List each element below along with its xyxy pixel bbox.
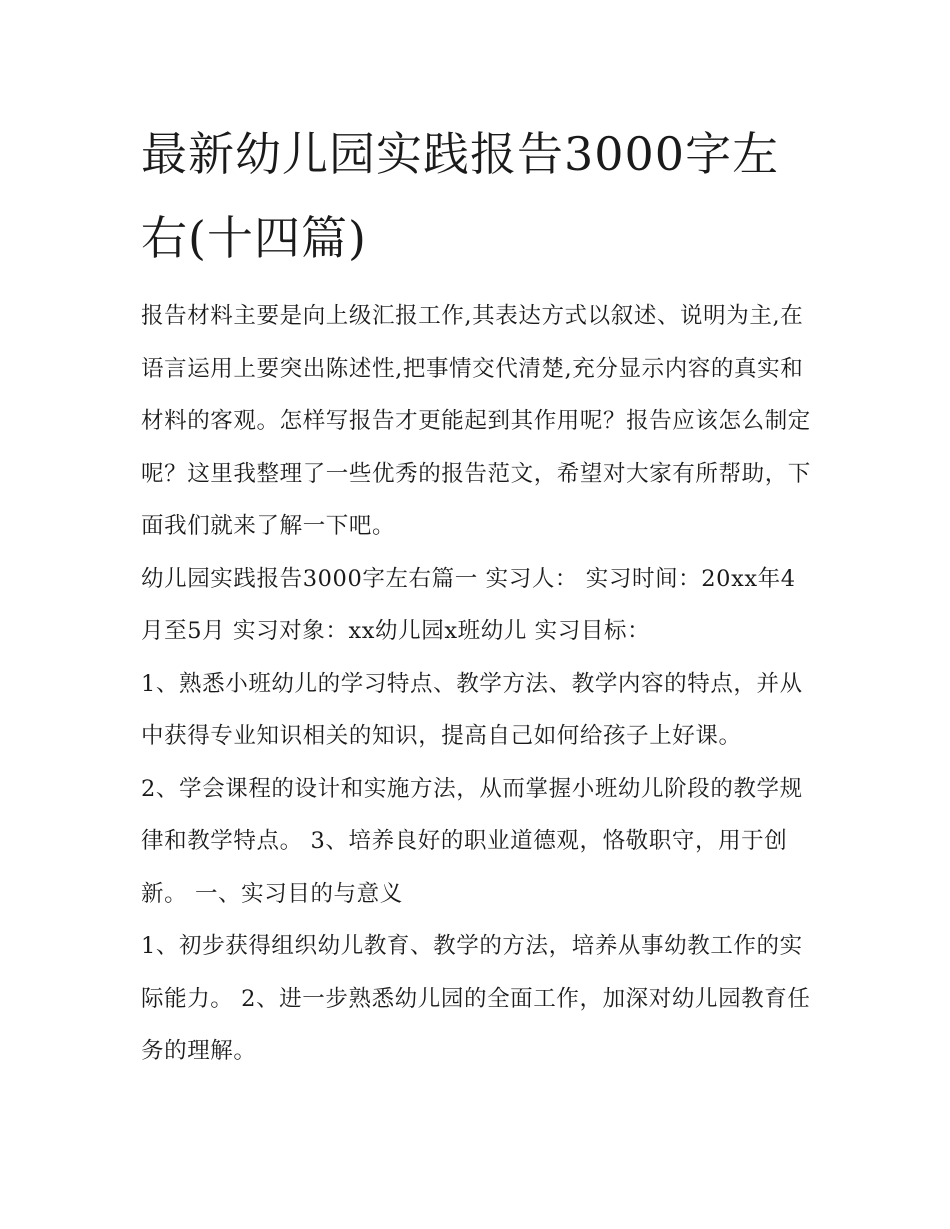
intro-paragraph: 报告材料主要是向上级汇报工作,其表达方式以叙述、说明为主,在语言运用上要突出陈述性,把事情交代清楚,充分显示内容的真实和材料的客观。怎样写报告才更能起到其作用呢？报告应该怎么制定呢？这里我整理了一些优秀的报告范文，希望对大家有所帮助，下面我们就来了解一下吧。	[141, 303, 811, 539]
objective-item-1: 1、熟悉小班幼儿的学习特点、教学方法、教学内容的特点，并从中获得专业知识相关的知识，提高自己如何给孩子上好课。	[141, 670, 803, 749]
purpose-items: 1、初步获得组织幼儿教育、教学的方法，培养从事幼教工作的实际能力。 2、进一步熟悉幼儿园的全面工作，加深对幼儿园教育任务的理解。	[141, 933, 811, 1064]
objective-item-2-3: 2、学会课程的设计和实施方法，从而掌握小班幼儿阶段的教学规律和教学特点。 3、培养良好的职业道德观，恪敬职守，用于创新。 一、实习目的与意义	[141, 775, 803, 907]
document-page	[141, 112, 813, 1078]
document-title: 最新幼儿园实践报告3000字左右(十四篇)	[141, 127, 780, 265]
report-header-paragraph: 幼儿园实践报告3000字左右篇一 实习人： 实习时间：20xx年4月至5月 实习对象：xx幼儿园x班幼儿 实习目标：	[141, 565, 796, 644]
document-body	[141, 290, 813, 1078]
